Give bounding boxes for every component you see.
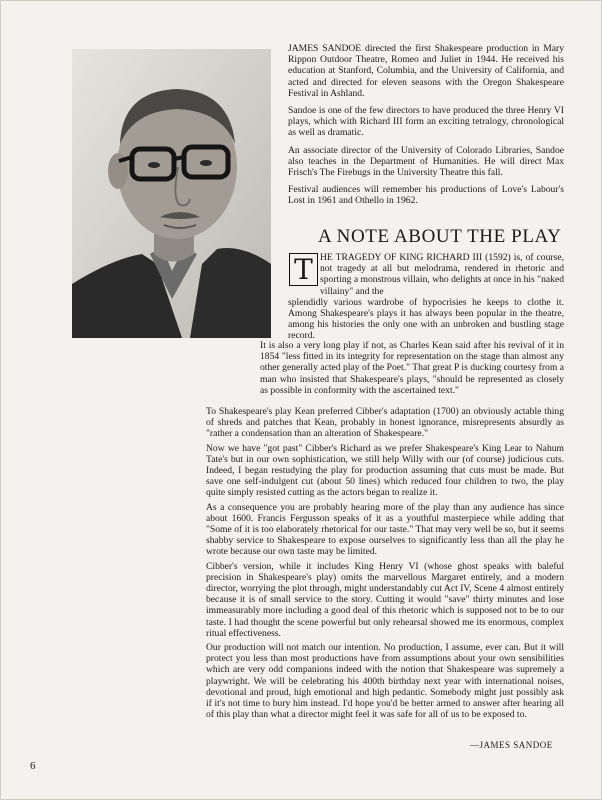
bio-paragraph: Sandoe is one of the few directors to have produced the three Henry VI plays, which with Richard III form an exciting tetralogy, chronological as well as dramatic. [288, 105, 564, 139]
portrait-illustration [72, 49, 271, 338]
bio-paragraph: JAMES SANDOE directed the first Shakespeare production in Mary Rippon Outdoor Theatre, Romeo and Juliet in 1944. He received his education at Stanford, Columbia, and the University of California, and acted and directed for eleven seasons with the Oregon Shakespeare Festival in Ashland. [288, 43, 564, 99]
note-paragraph: Now we have "got past" Cibber's Richard as we prefer Shakespeare's King Lear to Nahum Tate's but in our own sophistication, we still help Willy with our (of course) judicious cuts. Indeed, I began restudying the play for production assuming that cuts must be made. But save one self-indulgent cut (about 50 lines) which reduced four children to two, the play quite simply resisted cutting as the actors began to realize it. [206, 442, 564, 499]
page-number: 6 [30, 760, 36, 772]
bio-paragraph: Festival audiences will remember his productions of Love's Labour's Lost in 1961 and Othello in 1962. [288, 184, 564, 207]
note-paragraph: It is also a very long play if not, as Charles Kean said after his revival of it in 1854 "less fitted in its integrity for representation on the stage than almost any other generally acted play of the Poet." That great P is ducking courtesy from a man who insisted that Shakespeare's plays, "should be represented as closely as possible in conformity with the ascertained text." [260, 340, 564, 396]
note-paragraph: As a consequence you are probably hearing more of the play than any audience has since about 1600. Francis Fergusson speaks of it as a youthful masterpiece while adding that "Some of it is too elaborately rhetorical for our taste." That may very well be so, but it seems shabby service to Shakespeare to expose ourselves to significantly less than all the play he wrote because our own taste may be limited. [206, 501, 564, 558]
note-body-narrow [260, 340, 564, 399]
note-body [206, 406, 564, 723]
portrait-photo [72, 49, 271, 338]
intro-continued: splendidly various wardrobe of hypocrisies he keeps to clothe it. Among Shakespeare's plays it has always been popular in the theatre, among his histories the only one with an unbroken and bustling stage record. [288, 296, 564, 342]
bio-paragraph: An associate director of the University of Colorado Libraries, Sandoe also teaches in the Department of Humanities. He will direct Max Frisch's The Firebugs in the University Theatre this fall. [288, 144, 564, 179]
drop-cap: T [289, 253, 318, 286]
director-bio [288, 43, 564, 213]
signature: —JAMES SANDOE [470, 740, 553, 750]
note-paragraph: Cibber's version, while it includes King Henry VI (whose ghost speaks with baleful precision in Shakespeare's play) omits the marvellous Margaret entirely, and a modern director, worrying the plot through, might understandably cut Act IV, Scene 4 almost entirely because it is of small service to the story. Cutting it would "save" thirty minutes and lose immeasurably more including a good deal of this rhetoric which is supposed not to be to our taste. I had thought the scene powerful but only rehearsal showed me its enormous, complex ritual effectiveness. [206, 560, 564, 639]
note-intro [288, 252, 564, 342]
note-paragraph: Our production will not match our intention. No production, I assume, ever can. But it will protect you less than most productions have from assumptions about your own sensibilities which are very odd companions indeed with the notion that Shakespeare was supremely a playwright. We will be celebrating his 400th birthday next year with international noises, devotional and proud, high emotional and high pedantic. Somebody might just possibly ask if it's not time to bury him instead. I'd hope you'd be better armed to answer after hearing all of this play than what a director might feel it was safe for all of us to be exposed to. [206, 642, 564, 721]
intro-first-lines: HE TRAGEDY OF KING RICHARD III (1592) is, of course, not tragedy at all but melodrama, rendered in rhetoric and sporting a monstrous villain, who delights at once in his "naked villainy" and the [320, 252, 564, 297]
note-paragraph: To Shakespeare's play Kean preferred Cibber's adaptation (1700) an obviously actable thing of shreds and patches that Kean, probably in honest ignorance, misrepresents absurdly as "rather a condensation than an alteration of Shakespeare." [206, 406, 564, 440]
section-title: A NOTE ABOUT THE PLAY [318, 226, 562, 247]
